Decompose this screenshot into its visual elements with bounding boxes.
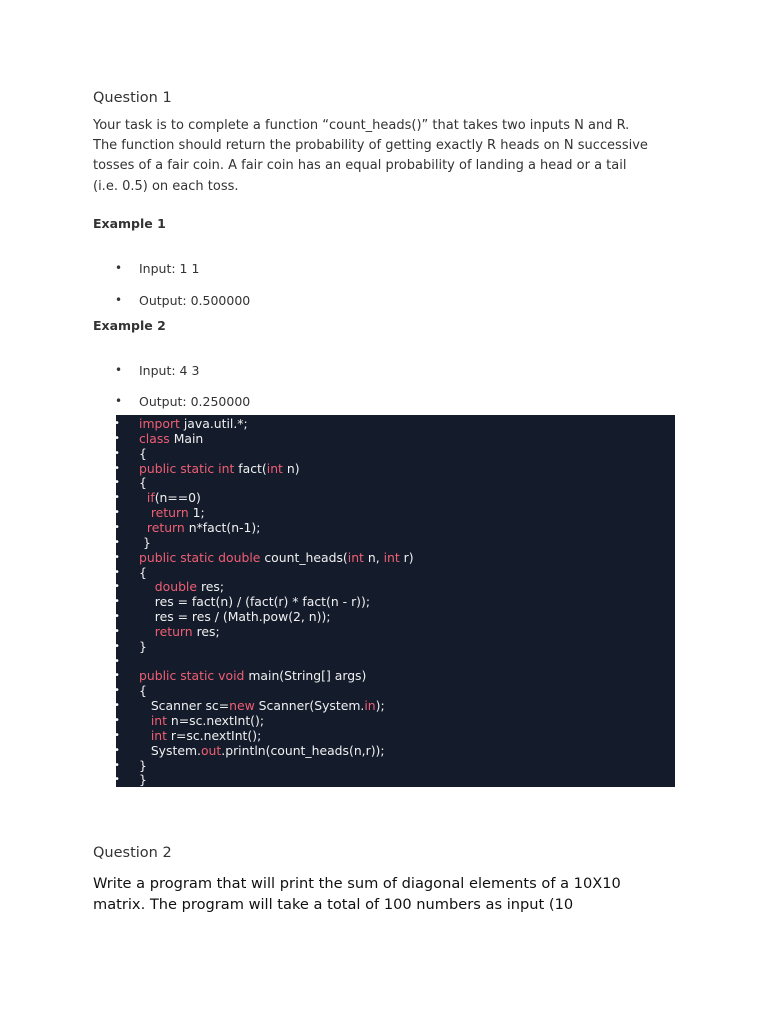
code-line-text xyxy=(139,728,261,743)
bullet-icon: • xyxy=(114,685,120,697)
code-line-text xyxy=(139,579,224,594)
list-item-text: Input: 1 1 xyxy=(139,261,200,276)
code-token: System. xyxy=(139,742,201,758)
example-2-heading: Example 2 xyxy=(93,318,166,333)
list-item-text: Input: 4 3 xyxy=(139,363,200,378)
code-token: .println(count_heads(n,r)); xyxy=(221,742,385,758)
code-keyword: return xyxy=(154,623,193,639)
code-token: n*fact(n-1); xyxy=(184,519,261,535)
code-token: n, xyxy=(363,549,384,565)
code-token: { xyxy=(139,445,147,461)
code-line-text xyxy=(139,758,147,773)
bullet-icon: • xyxy=(114,625,120,637)
code-line xyxy=(116,550,675,565)
code-token xyxy=(139,579,155,594)
code-token: main(String[] args) xyxy=(244,668,367,684)
code-token: r) xyxy=(399,549,414,565)
list-item-text: Output: 0.500000 xyxy=(139,293,251,308)
code-keyword: int xyxy=(150,727,167,743)
code-line xyxy=(116,446,675,461)
code-line-text xyxy=(139,683,147,698)
question-2-title: Question 2 xyxy=(93,845,172,861)
code-line xyxy=(116,431,675,446)
bullet-icon: • xyxy=(114,507,120,519)
list-item xyxy=(0,293,700,311)
code-line-text xyxy=(139,624,220,639)
code-token: r=sc.nextInt(); xyxy=(166,727,262,743)
code-token xyxy=(139,490,147,505)
bullet-icon: • xyxy=(114,774,120,786)
description-line: Write a program that will print the sum of diagonal elements of a 10X10 xyxy=(93,875,621,892)
description-line: Your task is to complete a function “count_heads()” that takes two inputs N and R. xyxy=(93,118,630,133)
code-line-text xyxy=(139,550,414,565)
code-token xyxy=(139,624,155,639)
code-token: } xyxy=(139,534,151,550)
list-item xyxy=(0,363,700,381)
code-token xyxy=(139,505,151,520)
bullet-icon: • xyxy=(114,744,120,756)
bullet-icon: • xyxy=(114,432,120,444)
bullet-icon: • xyxy=(114,670,120,682)
code-token: java.util.*; xyxy=(179,416,248,431)
list-item xyxy=(0,394,700,412)
code-line xyxy=(116,594,675,609)
code-line xyxy=(116,579,675,594)
bullet-icon: • xyxy=(115,261,123,275)
bullet-icon: • xyxy=(115,394,123,408)
bullet-icon: • xyxy=(115,293,123,307)
description-line: tosses of a fair coin. A fair coin has an equal probability of landing a head or a tail xyxy=(93,158,627,174)
code-token: res; xyxy=(197,579,225,595)
bullet-icon: • xyxy=(114,611,120,623)
code-keyword: in xyxy=(364,698,376,714)
bullet-icon: • xyxy=(114,729,120,741)
question-2-description xyxy=(93,873,713,915)
description-line: (i.e. 0.5) on each toss. xyxy=(93,178,239,194)
bullet-icon: • xyxy=(114,492,120,504)
bullet-icon: • xyxy=(114,596,120,608)
description-line: matrix. The program will take a total of 100 numbers as input (10 xyxy=(93,896,574,913)
code-line xyxy=(116,728,675,743)
bullet-icon: • xyxy=(114,655,120,667)
code-line xyxy=(116,713,675,728)
code-line-text xyxy=(139,565,147,580)
code-token: 1; xyxy=(188,505,205,521)
code-keyword: public static void xyxy=(139,668,245,684)
code-token: } xyxy=(139,772,147,788)
code-token: res = fact(n) / (fact(r) * fact(n - r)); xyxy=(139,594,371,610)
code-line xyxy=(116,668,675,683)
code-line xyxy=(116,520,675,535)
code-line xyxy=(116,758,675,773)
code-keyword: import xyxy=(139,416,180,431)
code-token: Scanner sc= xyxy=(139,698,230,714)
bullet-icon: • xyxy=(114,477,120,489)
bullet-icon: • xyxy=(114,759,120,771)
question-1-title: Question 1 xyxy=(93,90,172,106)
code-line-text xyxy=(139,639,147,654)
code-line-text xyxy=(139,490,201,505)
bullet-icon: • xyxy=(115,363,123,377)
code-line xyxy=(116,475,675,490)
bullet-icon: • xyxy=(114,700,120,712)
code-line xyxy=(116,535,675,550)
code-token: ); xyxy=(375,698,385,714)
code-line xyxy=(116,609,675,624)
code-keyword: out xyxy=(200,742,222,758)
code-token: { xyxy=(139,564,147,580)
code-line-text xyxy=(139,416,248,431)
code-line-text xyxy=(139,431,203,446)
code-block xyxy=(116,415,675,787)
code-token: { xyxy=(139,683,147,699)
code-line xyxy=(116,461,675,476)
code-token: n=sc.nextInt(); xyxy=(166,713,265,728)
code-line-text xyxy=(139,535,151,550)
code-token: { xyxy=(139,475,147,491)
code-keyword: public static int xyxy=(139,460,235,476)
bullet-icon: • xyxy=(114,581,120,593)
code-line-text xyxy=(139,609,331,624)
code-line xyxy=(116,743,675,758)
code-line-text xyxy=(139,505,205,520)
code-line-text xyxy=(139,713,264,728)
bullet-icon: • xyxy=(114,521,120,533)
bullet-icon: • xyxy=(114,418,120,429)
code-line xyxy=(116,624,675,639)
code-keyword: double xyxy=(154,579,197,595)
code-token: res; xyxy=(192,623,220,639)
code-line-text xyxy=(139,520,260,535)
code-line-text xyxy=(139,743,385,758)
code-token: Main xyxy=(169,430,204,446)
list-item xyxy=(0,261,700,279)
code-keyword: int xyxy=(150,713,167,728)
bullet-icon: • xyxy=(114,536,120,548)
code-token xyxy=(139,728,151,743)
question-1-description xyxy=(93,116,693,197)
code-keyword: new xyxy=(229,698,255,714)
code-keyword: if xyxy=(146,490,155,506)
code-keyword: public static double xyxy=(139,549,261,565)
code-token: (n==0) xyxy=(154,490,201,506)
code-line xyxy=(116,654,675,669)
code-keyword: int xyxy=(383,549,400,565)
code-line-text xyxy=(139,668,366,683)
code-token: } xyxy=(139,757,147,773)
bullet-icon: • xyxy=(114,640,120,652)
list-item-text: Output: 0.250000 xyxy=(139,394,251,409)
code-keyword: int xyxy=(347,549,364,565)
description-line: The function should return the probability of getting exactly R heads on N successive xyxy=(93,138,648,154)
code-line-text xyxy=(139,698,385,713)
code-token xyxy=(139,713,151,728)
code-token: Scanner(System. xyxy=(254,698,365,714)
code-line-text xyxy=(139,475,147,490)
bullet-icon: • xyxy=(114,447,120,459)
bullet-icon: • xyxy=(114,551,120,563)
code-token: fact( xyxy=(234,460,267,476)
code-line xyxy=(116,698,675,713)
code-line xyxy=(116,505,675,520)
code-keyword: return xyxy=(150,505,189,521)
code-line xyxy=(116,416,675,431)
code-line xyxy=(116,565,675,580)
code-line xyxy=(116,490,675,505)
code-line-text xyxy=(139,772,147,787)
code-token: n) xyxy=(282,460,300,476)
code-keyword: int xyxy=(266,460,283,476)
code-token: count_heads( xyxy=(260,549,348,565)
code-token xyxy=(139,520,147,535)
example-1-heading: Example 1 xyxy=(93,216,166,231)
code-line-text xyxy=(139,594,370,609)
code-line-text xyxy=(139,461,300,476)
code-line xyxy=(116,639,675,654)
code-token: res = res / (Math.pow(2, n)); xyxy=(139,609,331,625)
bullet-icon: • xyxy=(114,462,120,474)
code-keyword: class xyxy=(139,430,170,446)
code-keyword: return xyxy=(146,519,185,535)
bullet-icon: • xyxy=(114,566,120,578)
code-token: } xyxy=(139,638,147,654)
code-line-text xyxy=(139,446,147,461)
code-line xyxy=(116,772,675,787)
code-line xyxy=(116,683,675,698)
bullet-icon: • xyxy=(114,715,120,726)
